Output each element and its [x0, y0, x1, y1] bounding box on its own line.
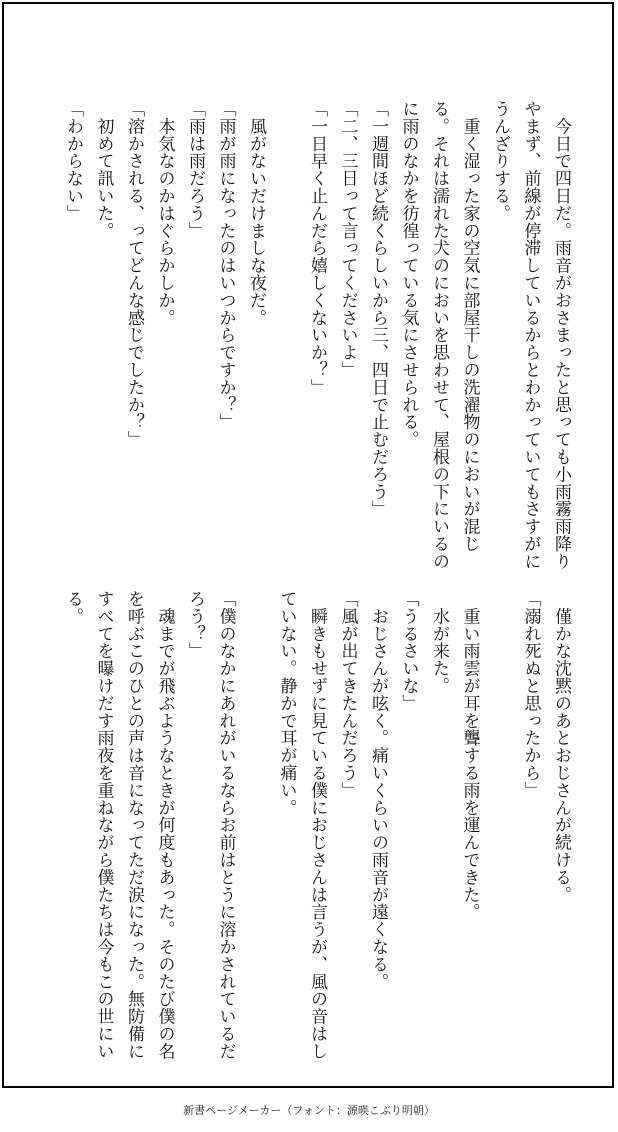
- paragraph: 重い雨雲が耳を聾する雨を運んできた。: [459, 590, 480, 921]
- text-block-bottom: [56, 590, 576, 1068]
- text-block-top: [56, 100, 576, 578]
- paragraph: [241, 590, 272, 1068]
- paragraph: 本気なのかはぐらかしか。: [154, 100, 175, 327]
- paragraph: 「風が出てきたんだろう」: [337, 590, 358, 799]
- paragraph: 「うるさいな」: [398, 590, 419, 712]
- paragraph: 「二、三日って言ってくださいよ」: [337, 100, 358, 379]
- paragraph: 「雨が雨になったのはいつからですか？」: [215, 100, 236, 431]
- paragraph: 今日で四日だ。雨音がおさまったと思っても小雨霧雨降りやまず、前線が停滞しているからとわかっていてもさすがにうんざりする。: [490, 100, 571, 570]
- paragraph: 風がないだけましな夜だ。: [246, 100, 266, 327]
- paragraph: 「雨は雨だろう」: [185, 100, 205, 240]
- paragraph: 「溶かされる、ってどんな感じでしたか？」: [124, 100, 144, 448]
- paragraph: 僅かな沈黙のあとおじさんが続ける。: [551, 590, 571, 904]
- paragraph: 水が来た。: [429, 590, 449, 695]
- paragraph: 瞬きもせずに見ている僕におじさんは言うが、風の音はしていない。静かで耳が痛い。: [276, 590, 327, 1060]
- page-frame: [2, 2, 614, 1088]
- paragraph: おじさんが呟く。痛いくらいの雨音が遠くなる。: [368, 590, 388, 991]
- paragraph: 魂までが飛ぶようなときが何度もあった。そのたび僕の名を呼ぶこのひとの声は音になってただ涙になった。無防備にすべてを曝けだす雨夜を重ねながら僕たちは今もこの世にいる。: [63, 590, 175, 1060]
- page-footer: 新書ページメーカー（フォント：源暎こぶり明朝）: [183, 1104, 435, 1117]
- paragraph: 重く湿った家の空気に部屋干しの洗濯物のにおいが混じる。それは濡れた犬のにおいを思わせて、屋根の下にいるのに雨のなかを彷徨っている気にさせられる。: [398, 100, 480, 570]
- paragraph: 「僕のなかにあれがいるならお前はとうに溶かされているだろう？」: [185, 590, 236, 1060]
- paragraph: 「わからない」: [63, 100, 83, 222]
- paragraph: 「一週間ほど続くらしいから三、四日で止むだろう」: [368, 100, 388, 518]
- paragraph: 「一日早く止んだら嬉しくないか？」: [307, 100, 327, 396]
- paragraph: 初めて訊いた。: [93, 100, 114, 240]
- paragraph: 「溺れ死ぬと思ったから」: [520, 590, 541, 799]
- paragraph: [271, 100, 302, 578]
- paragraph: [485, 590, 516, 1068]
